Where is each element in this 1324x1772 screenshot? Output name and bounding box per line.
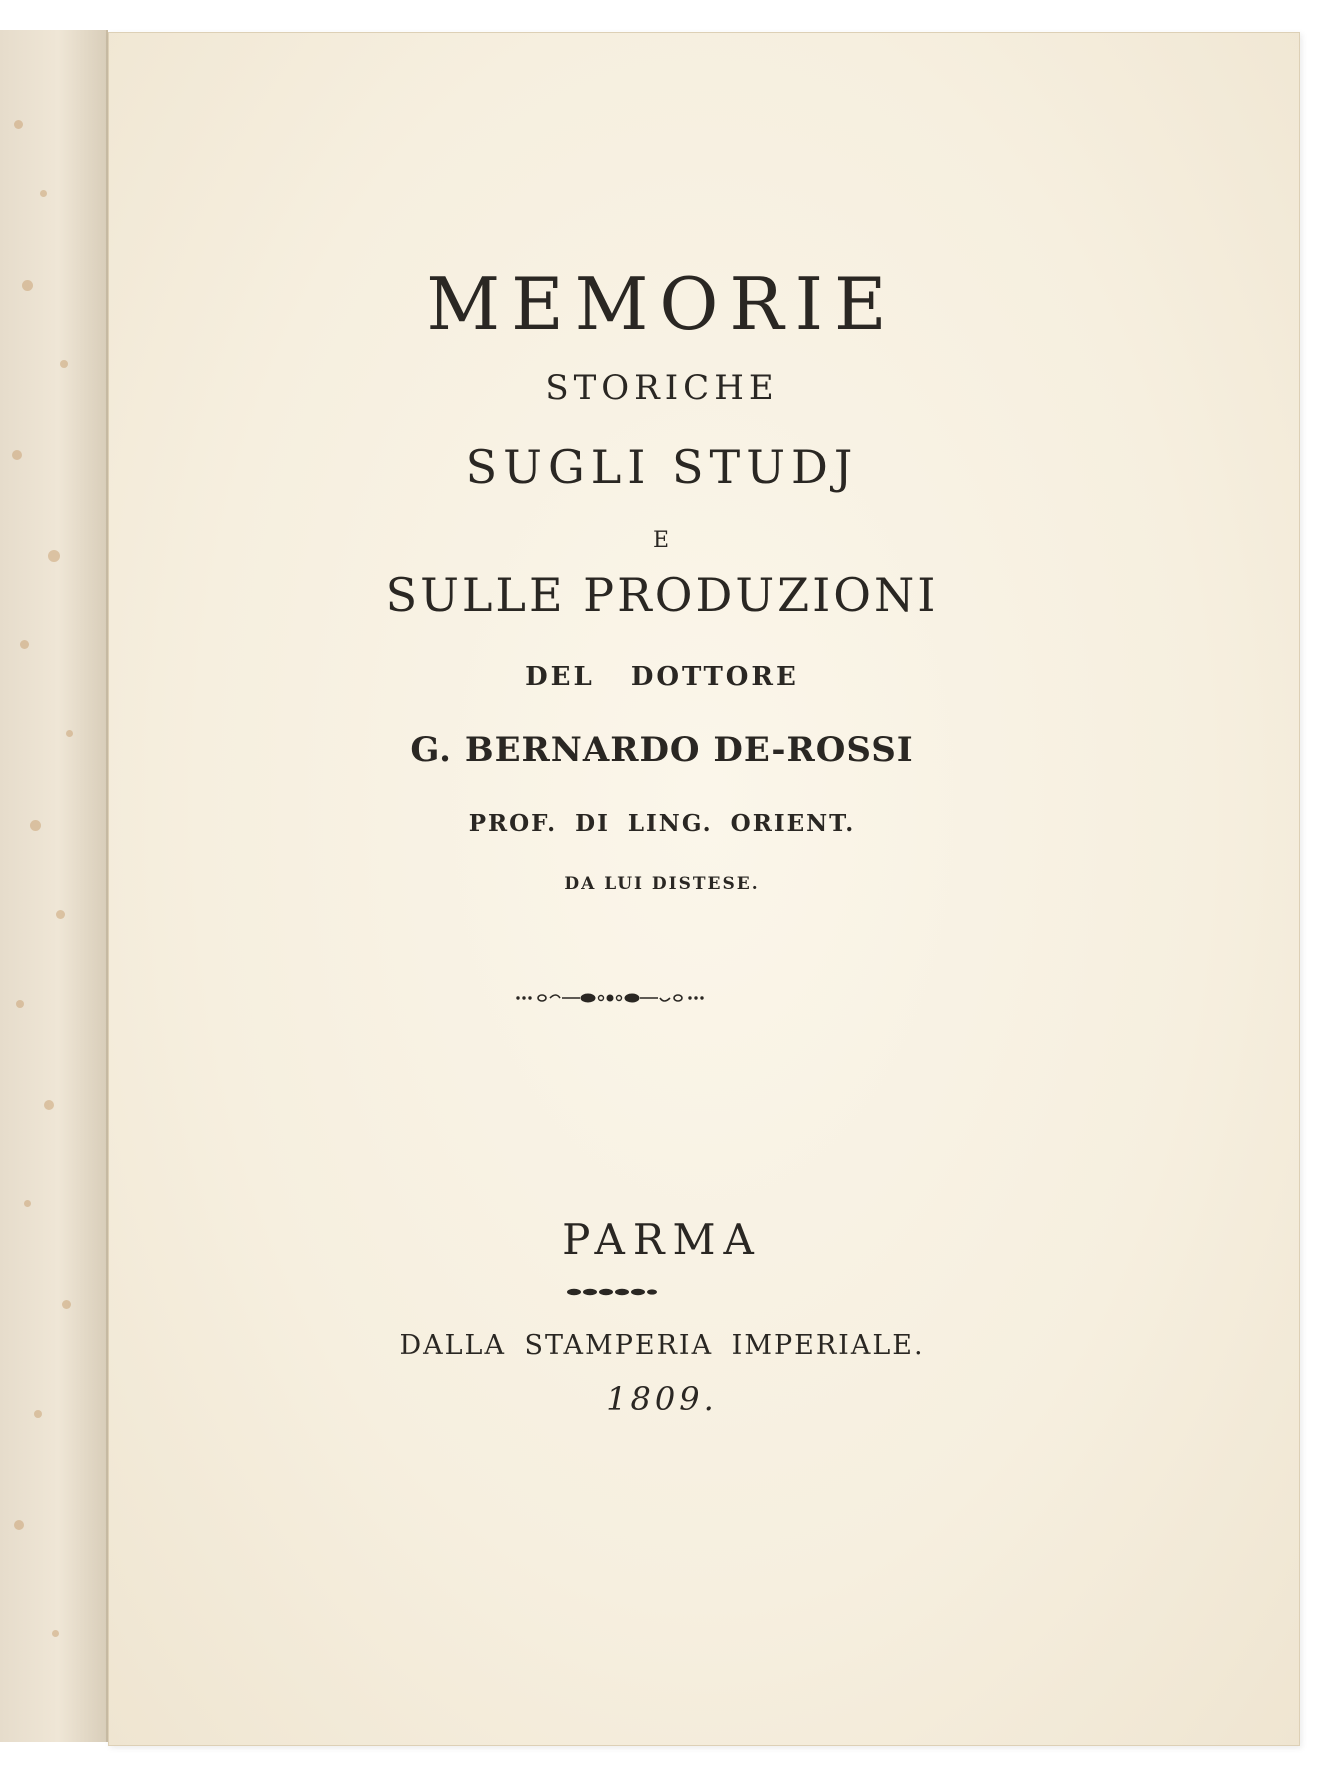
foxing-spot bbox=[60, 360, 68, 368]
imprint-place: PARMA bbox=[562, 1215, 762, 1264]
subtitle-sulle-produzioni: SULLE PRODUZIONI bbox=[385, 568, 939, 622]
foxing-spot bbox=[14, 120, 23, 129]
main-title: MEMORIE bbox=[426, 262, 898, 346]
foxing-spot bbox=[44, 1100, 54, 1110]
flourish-ornament-icon bbox=[512, 986, 712, 1010]
author-title: PROF. DI LING. ORIENT. bbox=[468, 810, 856, 837]
author-name: G. BERNARDO DE-ROSSI bbox=[410, 730, 914, 770]
foxing-spot bbox=[16, 1000, 24, 1008]
imprint-printer: DALLA STAMPERIA IMPERIALE. bbox=[399, 1330, 925, 1361]
subtitle-sugli-studj: SUGLI STUDJ bbox=[465, 440, 859, 494]
foxing-spot bbox=[62, 1300, 71, 1309]
foxing-spot bbox=[52, 1630, 59, 1637]
foxing-spot bbox=[40, 190, 47, 197]
foxing-spot bbox=[24, 1200, 31, 1207]
foxing-spot bbox=[20, 640, 29, 649]
subtitle-conjunction: E bbox=[652, 528, 672, 553]
imprint-year: 1809. bbox=[606, 1380, 718, 1418]
rule-ornament-icon bbox=[564, 1285, 660, 1299]
foxing-spot bbox=[56, 910, 65, 919]
subtitle-storiche: STORICHE bbox=[545, 368, 779, 408]
author-prefix: DEL DOTTORE bbox=[525, 662, 799, 692]
foxing-spot bbox=[14, 1520, 24, 1530]
byline: DA LUI DISTESE. bbox=[564, 874, 760, 894]
